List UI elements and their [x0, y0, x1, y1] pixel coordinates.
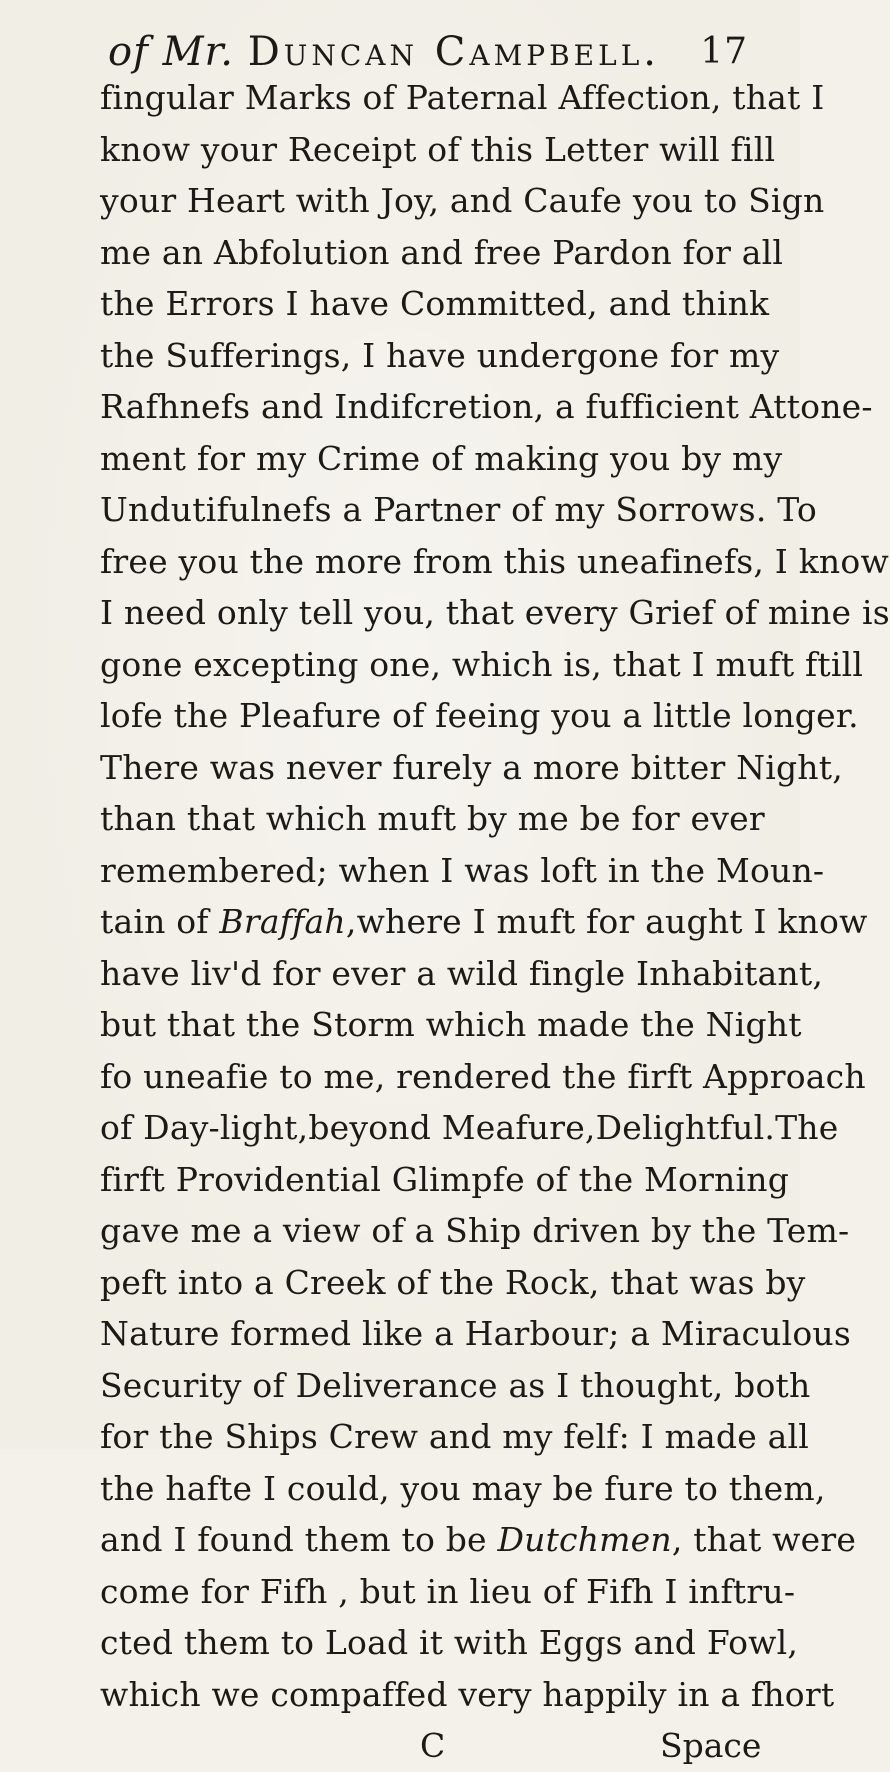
text-line: [100, 72, 825, 124]
running-head-name: Duncan Campbell.: [247, 29, 660, 75]
line-segment: tain of: [100, 902, 220, 941]
text-line: [100, 793, 765, 845]
line-segment: Rafhnefs and Indifcretion, a fufficient Attone-: [100, 387, 873, 426]
line-segment: the Sufferings, I have undergone for my: [100, 335, 780, 375]
text-line: [100, 278, 770, 330]
line-segment: lofe the Pleafure of feeing you a little longer.: [100, 696, 859, 735]
text-line: [100, 845, 825, 897]
text-line: [100, 536, 889, 588]
text-line: [100, 433, 783, 485]
text-line: [100, 1463, 826, 1515]
line-segment: fingular Marks of Paternal Affection, that I: [100, 78, 825, 117]
text-line: [100, 1617, 799, 1669]
italic-word: Braffah: [219, 902, 346, 941]
italic-word: Dutchmen: [497, 1520, 672, 1559]
line-segment: ,where I muft for aught I know: [345, 902, 868, 941]
line-segment: of Day-light,beyond Meafure,Delightful.The: [100, 1108, 839, 1147]
text-line: [100, 175, 825, 227]
text-line: [100, 948, 824, 1000]
line-segment: me an Abfolution and free Pardon for all: [100, 232, 784, 272]
line-segment: remembered; when I was loft in the Moun-: [100, 850, 825, 890]
body-text: [100, 72, 890, 1772]
text-line: [100, 1102, 839, 1154]
text-line: [100, 381, 873, 433]
line-segment: fo uneafie to me, rendered the firft Approach: [100, 1056, 866, 1096]
line-segment: Nature formed like a Harbour; a Miraculous: [100, 1314, 851, 1353]
line-segment: your Heart with Joy, and Caufe you to Sign: [100, 181, 825, 220]
text-line: [100, 1514, 857, 1566]
line-segment: free you the more from this uneafinefs, I know: [100, 541, 889, 581]
line-segment: peft into a Creek of the Rock, that was by: [100, 1262, 806, 1302]
text-line: [100, 1051, 866, 1103]
signature-mark: C: [420, 1726, 446, 1765]
running-head-prefix: of Mr.: [108, 29, 234, 75]
line-segment: firft Providential Glimpfe of the Morning: [100, 1159, 790, 1199]
text-line: [100, 587, 890, 639]
text-line: [100, 1566, 796, 1618]
text-line: [100, 742, 843, 794]
catchword: Space: [660, 1726, 762, 1765]
text-line: [100, 484, 817, 536]
line-segment: the Errors I have Committed, and think: [100, 284, 770, 323]
line-segment: know your Receipt of this Letter will fill: [100, 129, 776, 169]
line-segment: Security of Deliverance as I thought, both: [100, 1365, 811, 1405]
text-line: [100, 896, 868, 948]
text-line: [100, 1257, 806, 1309]
signature-row: [100, 1720, 760, 1772]
text-line: [100, 124, 776, 176]
text-line: [100, 690, 859, 742]
line-segment: ment for my Crime of making you by my: [100, 438, 783, 478]
line-segment: Undutifulnefs a Partner of my Sorrows. To: [100, 490, 817, 529]
line-segment: cted them to Load it with Eggs and Fowl,: [100, 1623, 799, 1662]
line-segment: have liv'd for ever a wild fingle Inhabitant,: [100, 953, 824, 993]
text-line: [100, 1205, 850, 1257]
text-line: [100, 227, 784, 279]
page-number: 17: [700, 31, 748, 72]
text-line: [100, 1154, 790, 1206]
text-line: [100, 1360, 811, 1412]
line-segment: , that were: [671, 1520, 857, 1559]
line-segment: for the Ships Crew and my felf: I made all: [100, 1417, 810, 1456]
text-line: [100, 999, 802, 1051]
text-line: [100, 330, 780, 382]
line-segment: I need only tell you, that every Grief of mine is: [100, 593, 890, 632]
line-segment: There was never furely a more bitter Night,: [100, 747, 843, 787]
line-segment: come for Fifh , but in lieu of Fifh I inftru-: [100, 1571, 796, 1611]
text-line: [100, 1669, 835, 1721]
text-line: [100, 1411, 810, 1463]
line-segment: than that which muft by me be for ever: [100, 799, 765, 838]
text-line: [100, 639, 864, 691]
text-line: [100, 1308, 851, 1360]
line-segment: the hafte I could, you may be fure to them,: [100, 1468, 826, 1508]
line-segment: which we compaffed very happily in a fhort: [100, 1674, 835, 1714]
line-segment: gone excepting one, which is, that I muft ftill: [100, 644, 864, 684]
line-segment: and I found them to be: [100, 1520, 498, 1559]
line-segment: but that the Storm which made the Night: [100, 1005, 802, 1044]
line-segment: gave me a view of a Ship driven by the Tem-: [100, 1211, 850, 1250]
